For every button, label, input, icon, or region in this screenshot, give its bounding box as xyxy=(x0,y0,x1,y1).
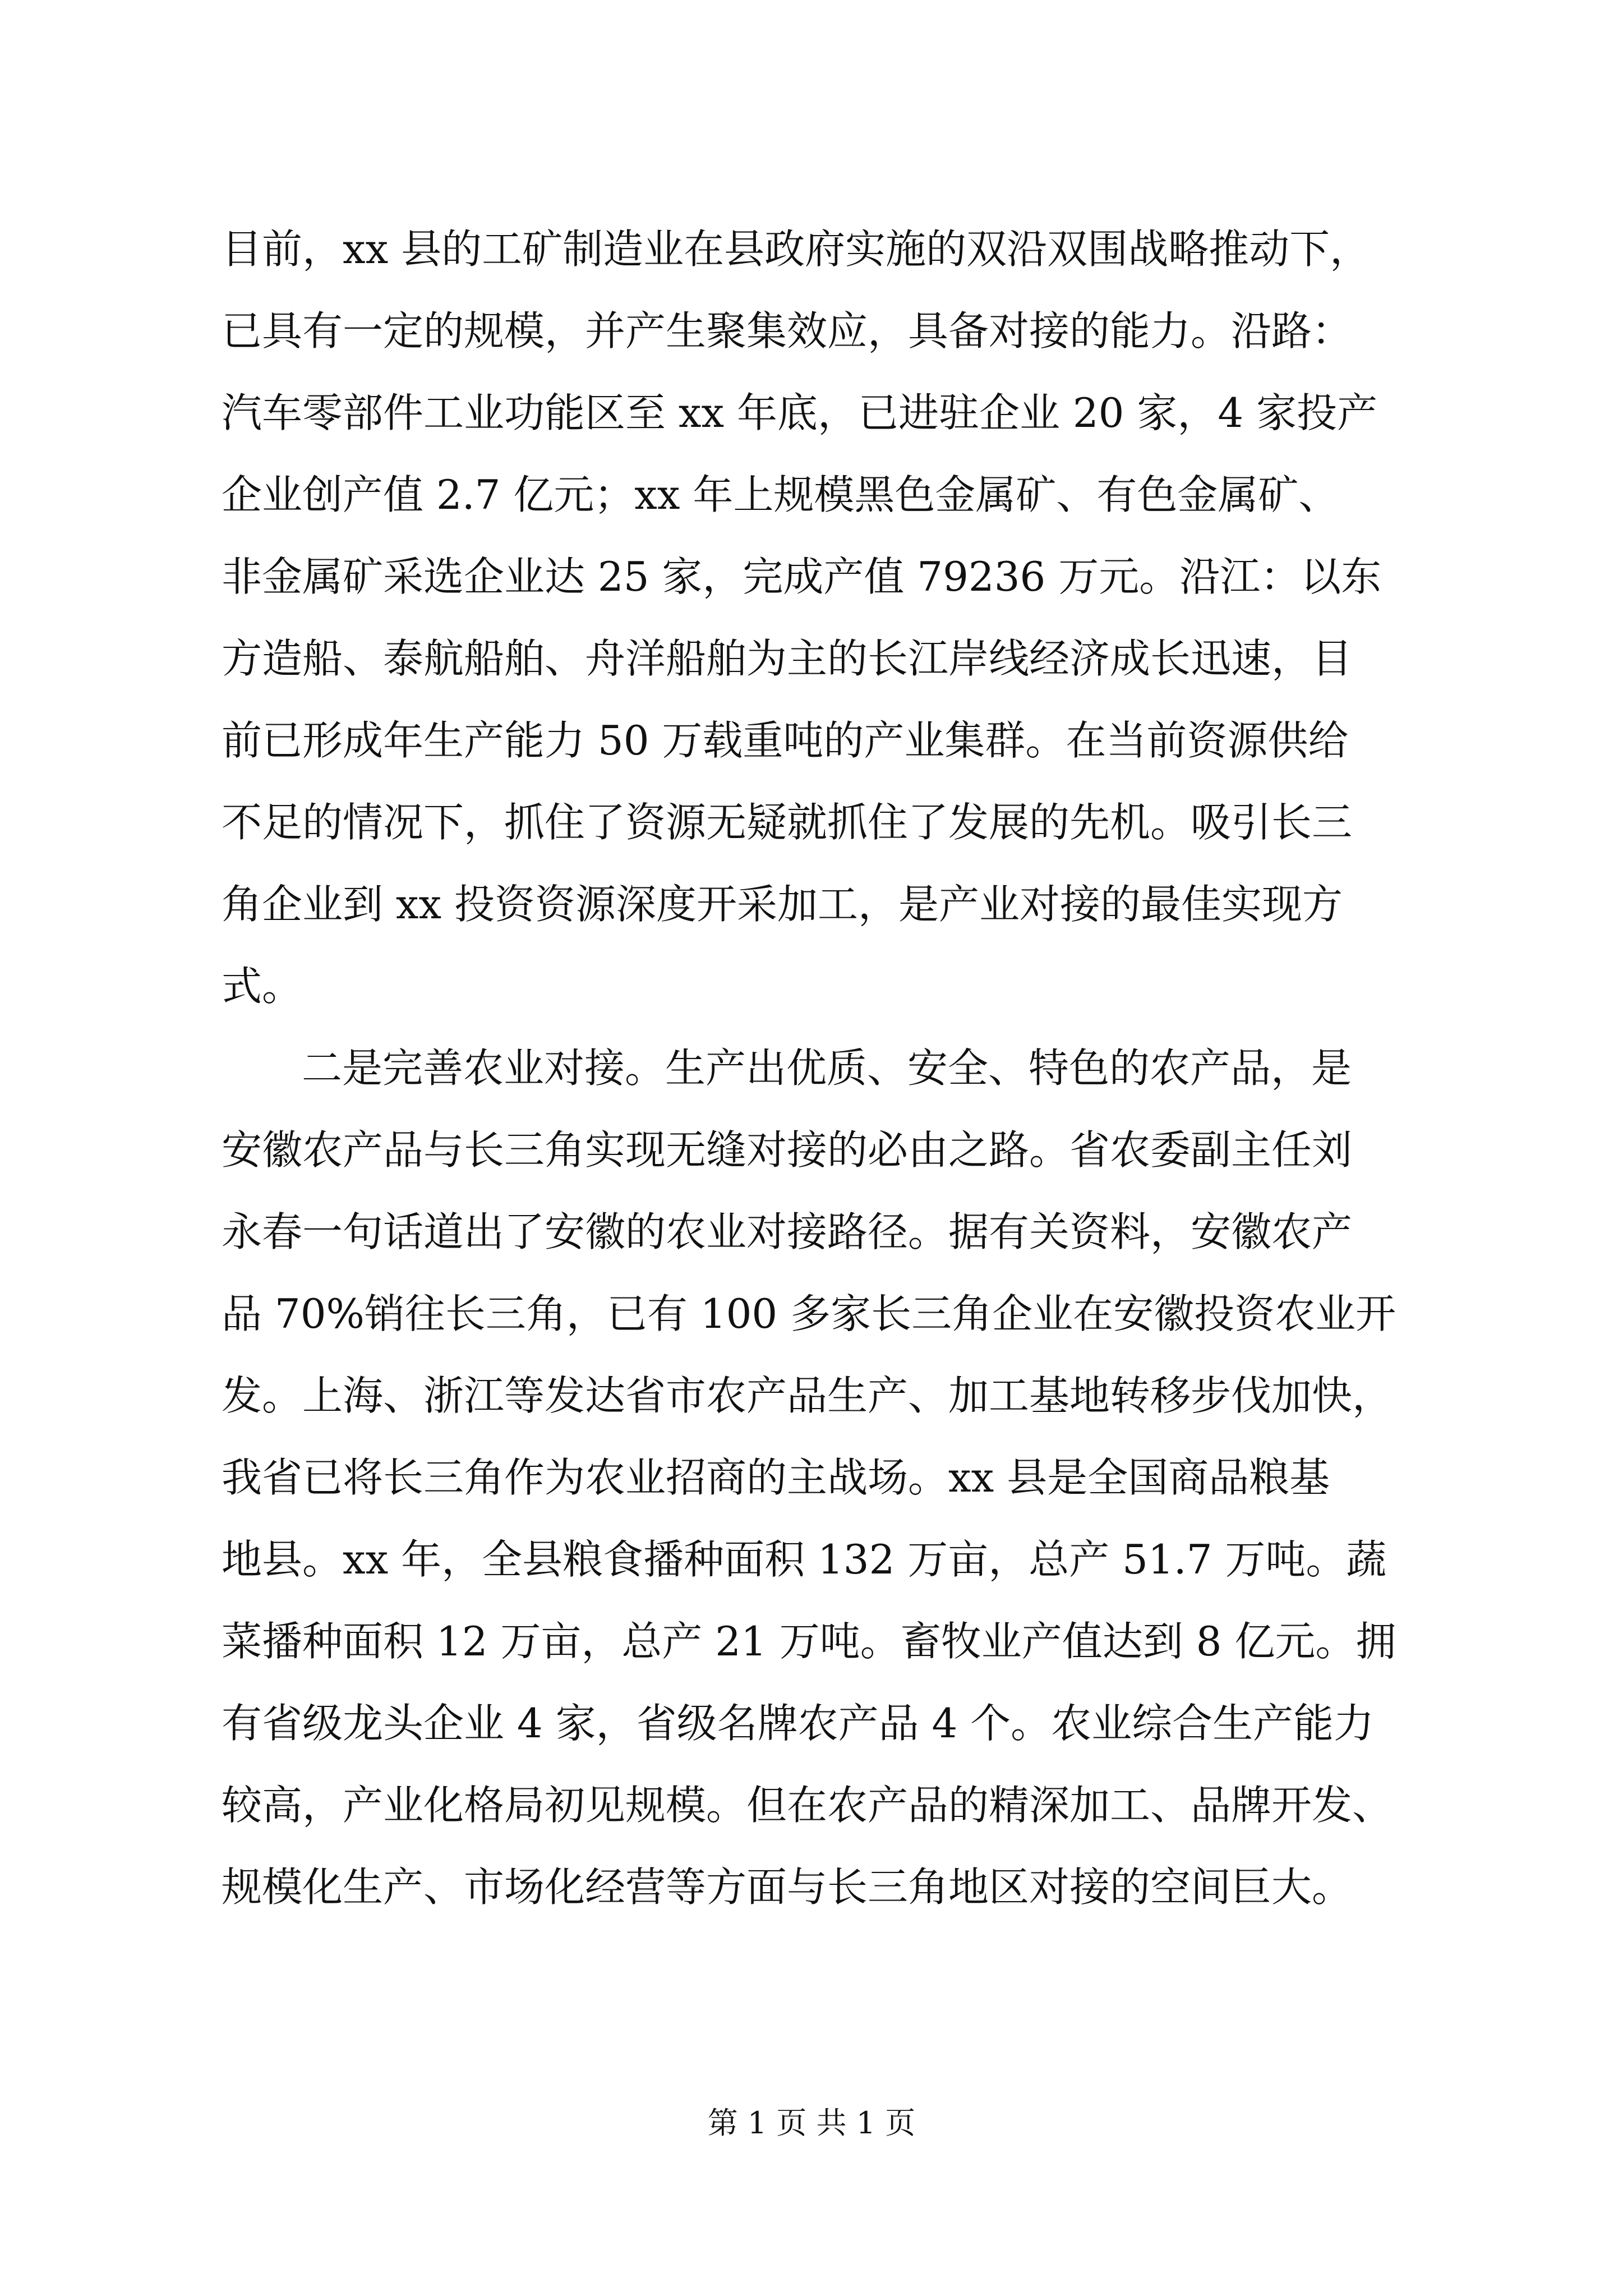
text-line: 不足的情况下，抓住了资源无疑就抓住了发展的先机。吸引长三 xyxy=(222,799,1353,846)
text-line: 前已形成年生产能力 50 万载重吨的产业集群。在当前资源供给 xyxy=(222,717,1349,764)
text-line: 角企业到 xx 投资资源深度开采加工，是产业对接的最佳实现方 xyxy=(222,881,1343,928)
text-line: 非金属矿采选企业达 25 家，完成产值 79236 万元。沿江：以东 xyxy=(222,553,1382,600)
text-line: 已具有一定的规模，并产生聚集效应，具备对接的能力。沿路： xyxy=(222,307,1353,355)
text-line: 目前，xx 县的工矿制造业在县政府实施的双沿双围战略推动下， xyxy=(222,226,1371,273)
paragraph-first-line: 二是完善农业对接。生产出优质、安全、特色的农产品，是 xyxy=(302,1045,1352,1092)
text-line: 安徽农产品与长三角实现无缝对接的必由之路。省农委副主任刘 xyxy=(222,1126,1353,1174)
text-line: 式。 xyxy=(222,963,303,1010)
text-line: 方造船、泰航船舶、舟洋船舶为主的长江岸线经济成长迅速，目 xyxy=(222,635,1353,682)
text-line: 菜播种面积 12 万亩，总产 21 万吨。畜牧业产值达到 8 亿元。拥 xyxy=(222,1618,1396,1665)
text-line: 永春一句话道出了安徽的农业对接路径。据有关资料，安徽农产 xyxy=(222,1208,1353,1255)
text-line: 有省级龙头企业 4 家，省级名牌农产品 4 个。农业综合生产能力 xyxy=(222,1700,1375,1747)
text-line: 企业创产值 2.7 亿元；xx 年上规模黑色金属矿、有色金属矿、 xyxy=(222,471,1339,518)
text-line: 品 70%销往长三角，已有 100 多家长三角企业在安徽投资农业开 xyxy=(222,1290,1396,1337)
text-line: 汽车零部件工业功能区至 xx 年底，已进驻企业 20 家，4 家投产 xyxy=(222,389,1378,436)
text-line: 较高，产业化格局初见规模。但在农产品的精深加工、品牌开发、 xyxy=(222,1782,1393,1829)
text-line: 发。上海、浙江等发达省市农产品生产、加工基地转移步伐加快， xyxy=(222,1372,1393,1419)
page-number-footer: 第 1 页 共 1 页 xyxy=(707,2105,916,2141)
text-line: 规模化生产、市场化经营等方面与长三角地区对接的空间巨大。 xyxy=(222,1864,1353,1911)
text-line: 我省已将长三角作为农业招商的主战场。xx 县是全国商品粮基 xyxy=(222,1454,1330,1501)
text-line: 地县。xx 年，全县粮食播种面积 132 万亩，总产 51.7 万吨。蔬 xyxy=(222,1536,1387,1583)
